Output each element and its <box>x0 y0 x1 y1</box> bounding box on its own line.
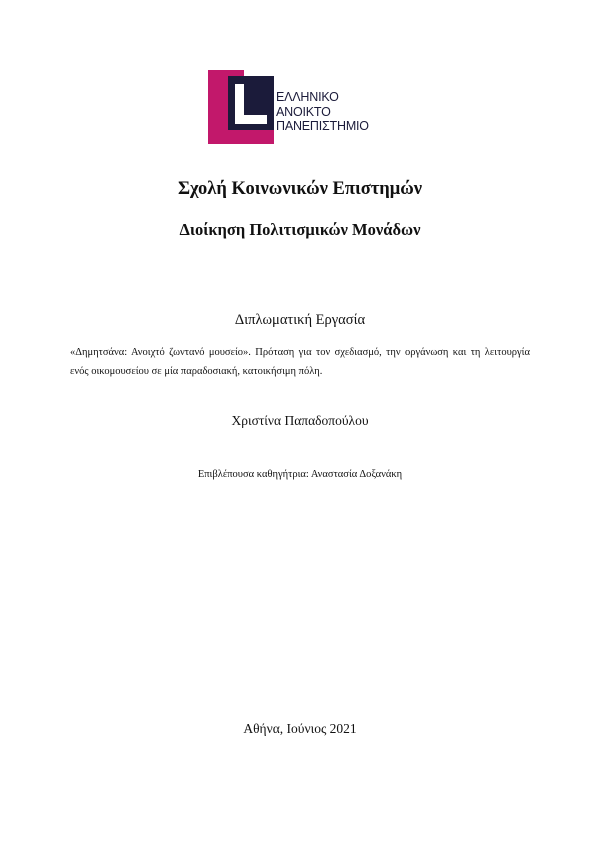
thesis-label: Διπλωματική Εργασία <box>234 312 366 328</box>
place-and-date: Αθήνα, Ιούνιος 2021 <box>243 721 357 736</box>
school-name: Σχολή Κοινωνικών Επιστημών <box>177 179 423 199</box>
logo-line-3: ΠΑΝΕΠΙΣΤΗΜΙΟ <box>276 119 369 133</box>
logo-emblem-icon <box>208 70 276 144</box>
author-name: Χριστίνα Παπαδοπούλου <box>231 413 369 428</box>
logo-line-1: ΕΛΛΗΝΙΚΟ <box>276 90 339 104</box>
logo-wordmark <box>276 90 369 134</box>
supervisor-line: Επιβλέπουσα καθηγήτρια: Αναστασία Δοξανάκη <box>197 469 403 480</box>
logo-line-2: ΑΝΟΙΚΤΟ <box>276 104 331 119</box>
thesis-title: «Δημητσάνα: Ανοιχτό ζωντανό μουσείο». Πρόταση για τον σχεδιασμό, την οργάνωση και τη λειτουργία ενός οικομουσείου σε μία παραδοσιακή, κατοικήσιμη πόλη. <box>70 347 530 377</box>
university-logo <box>208 70 398 144</box>
program-name: Διοίκηση Πολιτισμικών Μονάδων <box>179 220 421 239</box>
